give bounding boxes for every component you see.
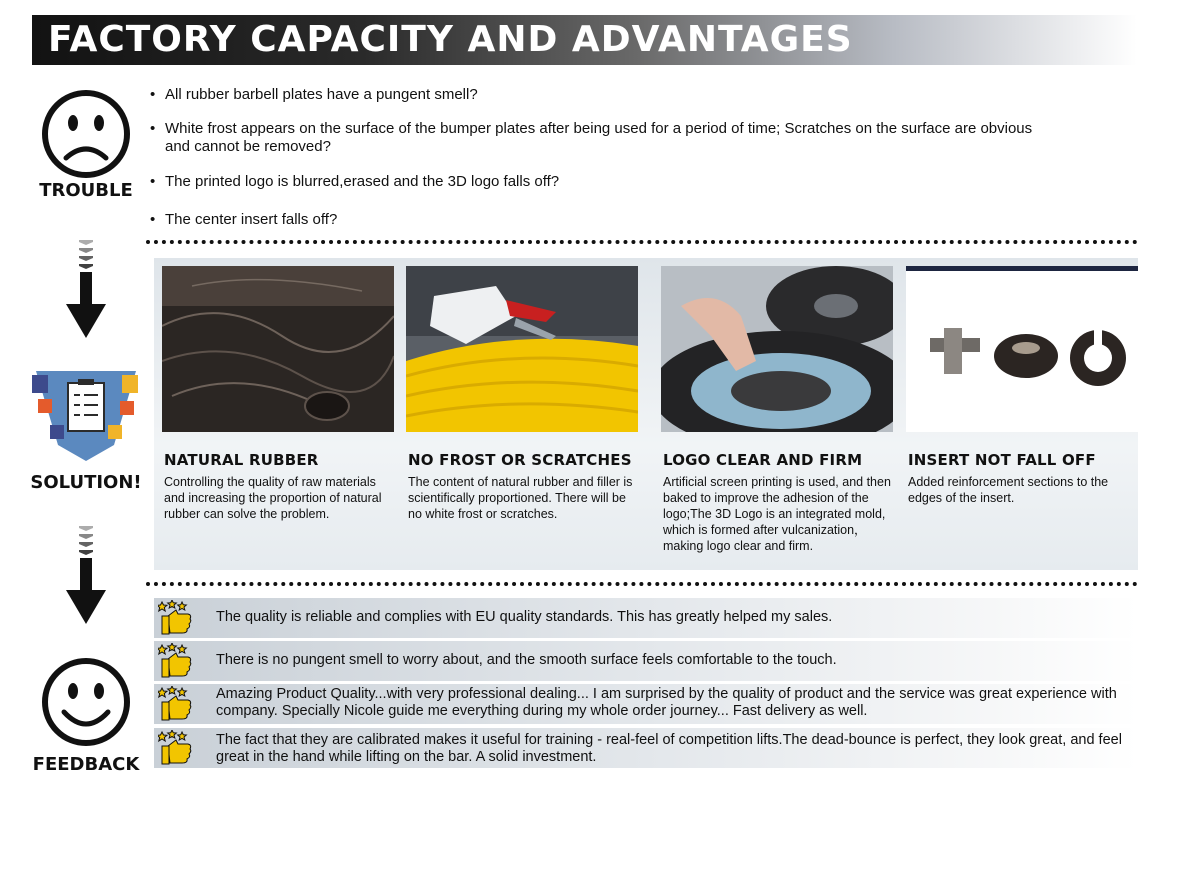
card-title: NATURAL RUBBER	[164, 451, 319, 469]
smiley-face-icon	[40, 656, 132, 748]
title-banner	[32, 15, 1137, 65]
feedback-item	[154, 684, 1138, 724]
logo-printing-photo	[661, 266, 893, 432]
checklist-puzzle-icon	[30, 365, 142, 467]
trouble-item: • All rubber barbell plates have a pungent smell?	[150, 86, 478, 104]
page-title: FACTORY CAPACITY AND ADVANTAGES	[48, 19, 853, 60]
feedback-label: FEEDBACK	[32, 754, 140, 775]
center-insert-photo	[906, 266, 1138, 432]
feedback-text: There is no pungent smell to worry about, and the smooth surface feels comfortable to the touch.	[216, 652, 837, 668]
feedback-item	[154, 598, 1138, 638]
feedback-text: The fact that they are calibrated makes it useful for training - real-feel of competition lifts.The dead-bounce is perfect, they look great, and feel great in the hand while lifting on the bar. A solid investment.	[216, 732, 1122, 765]
trouble-item: • The printed logo is blurred,erased and the 3D logo falls off?	[150, 173, 559, 191]
dotted-divider	[146, 582, 1138, 586]
feedback-text: Amazing Product Quality...with very professional dealing... I am surprised by the quality of product and the service was great experience with company. Specially Nicole guide me everything during my whole order journey... Fast delivery as well.	[216, 686, 1117, 719]
trouble-label: TROUBLE	[39, 180, 133, 201]
card-title: INSERT NOT FALL OFF	[908, 451, 1096, 469]
card-text: Added reinforcement sections to the edges of the insert.	[908, 475, 1109, 505]
feedback-item	[154, 728, 1138, 768]
thumbs-up-stars-icon	[158, 686, 198, 722]
thumbs-up-stars-icon	[158, 730, 198, 766]
card-title: NO FROST OR SCRATCHES	[408, 451, 632, 469]
dotted-divider	[146, 240, 1138, 244]
card-text: The content of natural rubber and filler is scientifically proportioned. There will be no white frost or scratches.	[408, 475, 633, 521]
sad-face-icon	[40, 88, 132, 180]
card-text: Artificial screen printing is used, and then baked to improve the adhesion of the logo;The 3D Logo is an integrated mold, which is formed after vulcanization，making logo clear and firm.	[663, 475, 891, 553]
down-arrow-icon	[66, 524, 106, 626]
feedback-item	[154, 641, 1138, 681]
feedback-text: The quality is reliable and complies with EU quality standards. This has greatly helped my sales.	[216, 609, 833, 625]
card-title: LOGO CLEAR AND FIRM	[663, 451, 863, 469]
solution-card	[162, 266, 394, 521]
solution-card	[661, 266, 893, 553]
trouble-item: • White frost appears on the surface of the bumper plates after being used for a period of time; Scratches on the surface are obvious and cannot be removed?	[150, 120, 1045, 156]
solution-card	[906, 266, 1138, 505]
card-text: Controlling the quality of raw materials and increasing the proportion of natural rubber can solve the problem.	[164, 475, 382, 521]
thumbs-up-stars-icon	[158, 643, 198, 679]
solution-label: SOLUTION!	[30, 472, 142, 493]
raw-rubber-photo	[162, 266, 394, 432]
down-arrow-icon	[66, 238, 106, 340]
thumbs-up-stars-icon	[158, 600, 198, 636]
trouble-item: • The center insert falls off?	[150, 211, 337, 229]
cutting-rubber-photo	[406, 266, 638, 432]
solution-cards	[154, 258, 1138, 570]
solution-card	[406, 266, 638, 521]
